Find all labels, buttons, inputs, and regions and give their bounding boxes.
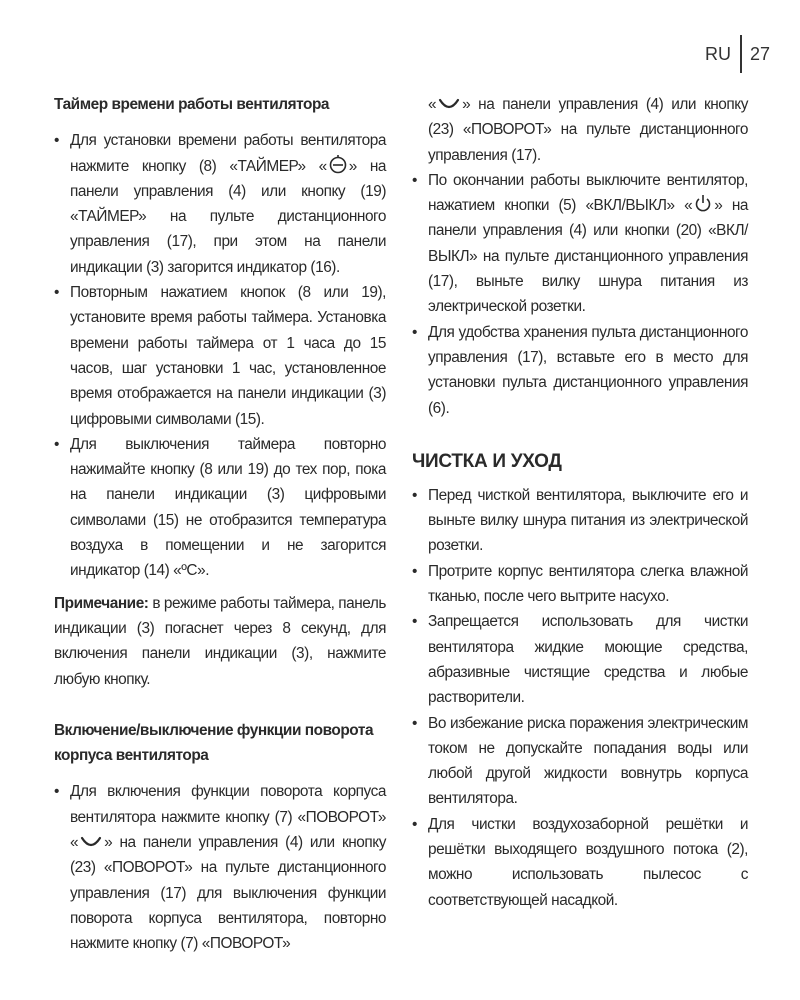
list-item: • Повторным нажатием кнопок (8 или 19), установите время работы таймера. Установка времени работы таймера от 1 часа до 15 часов, шаг установки 1 час, установленное время отображается на панели индикации (3) цифровыми символами (15). [54, 280, 386, 432]
list-item: • Для чистки воздухозаборной решётки и решётки выходящего воздушного потока (2), можно использовать пылесос с соответствующей насадкой. [412, 812, 748, 913]
list-item-text: « [428, 96, 437, 113]
language-code: RU [704, 43, 731, 64]
list-item [412, 92, 748, 168]
list-item-text: » на панели управления (4) или кнопку (19) «ТАЙМЕР» на пульте дистанционного управления (17), при этом на панели индикации (3) загорится индикатор (16). [70, 157, 386, 276]
rotation-list [54, 779, 386, 956]
timer-list [54, 128, 386, 583]
power-icon [693, 193, 713, 213]
list-item: • Для выключения таймера повторно нажимайте кнопку (8 или 19) до тех пор, пока на панели индикации (3) цифровыми символами (15) не отобразится температура воздуха в помещении и не загорится индикатор (14) «ºС». [54, 432, 386, 584]
list-item-text: » на панели управления (4) или кнопку (23) «ПОВОРОТ» на пульте дистанционного управления (17) для выключения функции поворота корпуса вентилятора, повторно нажмите кнопку (7) «ПОВОРОТ» [70, 834, 386, 953]
list-item: • Протрите корпус вентилятора слегка влажной тканью, после чего вытрите насухо. [412, 559, 748, 610]
timer-icon [328, 154, 348, 174]
note-label: Примечание: [54, 594, 149, 612]
list-item: • Во избежание риска поражения электрическим током не допускайте попадания воды или любой другой жидкости вовнутрь корпуса вентилятора. [412, 711, 748, 812]
rotation-continuation-list [412, 92, 748, 421]
page-header [705, 34, 770, 74]
list-item [54, 779, 386, 956]
left-column [54, 92, 386, 957]
list-item [412, 168, 748, 320]
list-item-text: » на панели управления (4) или кнопку (23) «ПОВОРОТ» на пульте дистанционного управления (17). [428, 96, 748, 164]
rotation-heading: Включение/выключение функции поворота корпуса вентилятора [54, 721, 374, 765]
list-item-text: Для включения функции поворота корпуса вентилятора нажмите кнопку (7) «ПОВОРОТ» « [70, 783, 386, 852]
cleaning-list [412, 483, 748, 913]
rotation-icon [437, 96, 461, 112]
right-column [412, 92, 748, 913]
list-item: • Для удобства хранения пульта дистанционного управления (17), вставьте его в место для установки пульта дистанционного управления (6). [412, 320, 748, 421]
list-item: • Запрещается использовать для чистки вентилятора жидкие моющие средства, абразивные чистящие средства и любые растворители. [412, 609, 748, 710]
list-item-text: По окончании работы выключите вентилятор, нажатием кнопки (5) «ВКЛ/ВЫКЛ» « [428, 171, 748, 215]
list-item-text: » на панели управления (4) или кнопки (20) «ВКЛ/ВЫКЛ» на пульте дистанционного управления (17), выньте вилку шнура питания из электрической розетки. [428, 197, 748, 316]
note [54, 591, 386, 692]
timer-heading: Таймер времени работы вентилятора [54, 96, 330, 113]
rotation-icon [79, 834, 103, 850]
list-item: • Перед чисткой вентилятора, выключите его и выньте вилку шнура питания из электрической розетки. [412, 483, 748, 559]
note-text: в режиме работы таймера, панель индикации (3) погаснет через 8 секунд, для включения панели индикации (3), нажмите любую кнопку. [54, 594, 386, 688]
page-number: 27 [749, 43, 770, 64]
list-item [54, 128, 386, 280]
list-item-text: Для установки времени работы вентилятора нажмите кнопку (8) «ТАЙМЕР» « [70, 132, 386, 175]
cleaning-title: ЧИСТКА И УХОД [412, 450, 562, 472]
